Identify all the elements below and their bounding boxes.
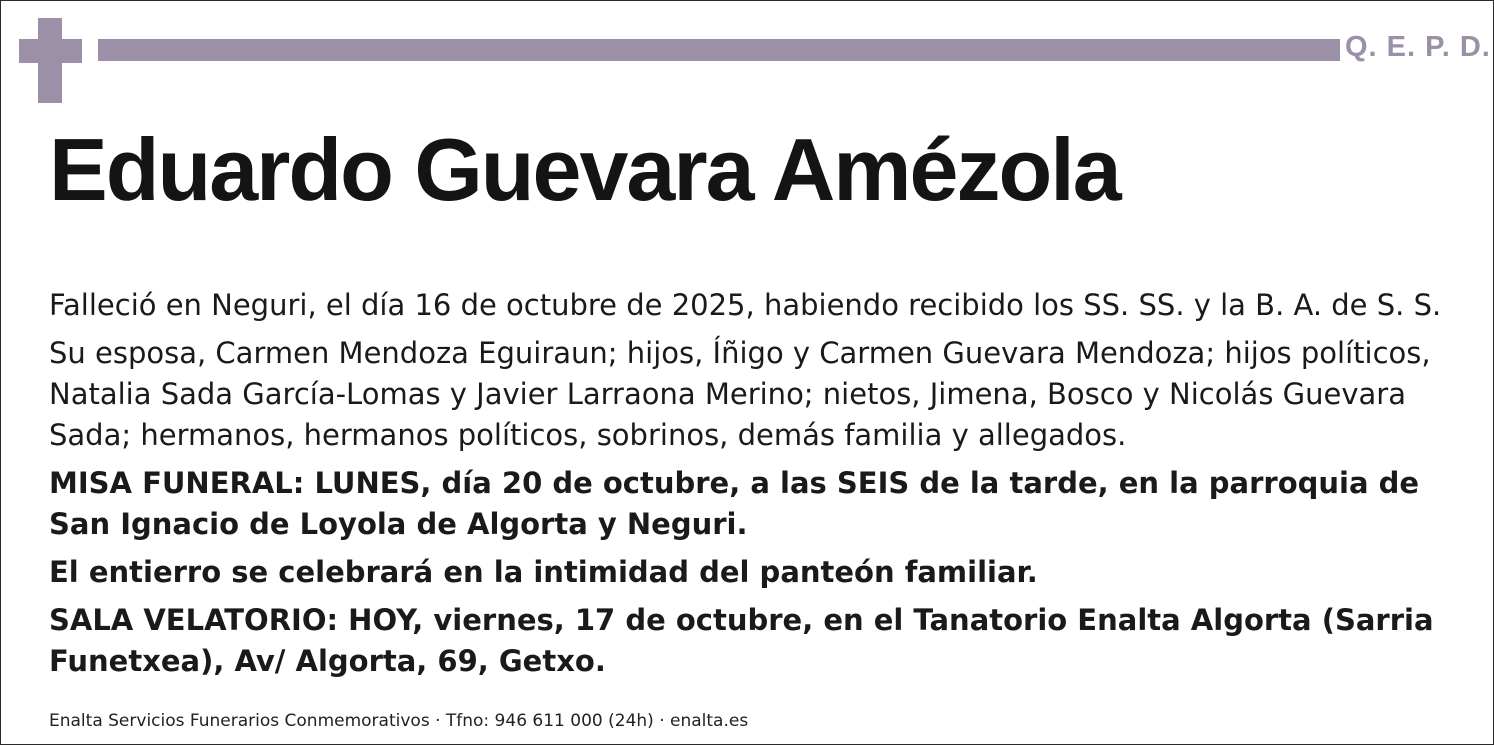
funeral-mass: MISA FUNERAL: LUNES, día 20 de octubre, a las SEIS de la tarde, en la parroquia de San Ignacio de Loyola de Algorta y Neguri.	[49, 466, 1420, 541]
wake-info: SALA VELATORIO: HOY, viernes, 17 de octubre, en el Tanatorio Enalta Algorta (Sarria Funetxea), Av/ Algorta, 69, Getxo.	[49, 603, 1434, 678]
deceased-name: Eduardo Guevara Amézola	[49, 120, 1120, 219]
footer-credit: Enalta Servicios Funerarios Conmemorativos · Tfno: 946 611 000 (24h) · enalta.es	[49, 711, 749, 731]
qepd-label: Q. E. P. D.	[1345, 31, 1491, 63]
death-line: Falleció en Neguri, el día 16 de octubre de 2025, habiendo recibido los SS. SS. y la B. A. de S. S.	[49, 288, 1442, 322]
family-paragraph: Su esposa, Carmen Mendoza Eguiraun; hijos, Íñigo y Carmen Guevara Mendoza; hijos políticos, Natalia Sada García-Lomas y Javier Larraona Merino; nietos, Jimena, Bosco y Nicolás Guevara Sada; hermanos, hermanos políticos, sobrinos, demás familia y allegados.	[49, 336, 1431, 452]
burial-note: El entierro se celebrará en la intimidad del panteón familiar.	[49, 555, 1038, 589]
notice-body	[49, 285, 1469, 689]
cross-icon-arm	[19, 39, 82, 63]
header-bar	[98, 39, 1340, 61]
